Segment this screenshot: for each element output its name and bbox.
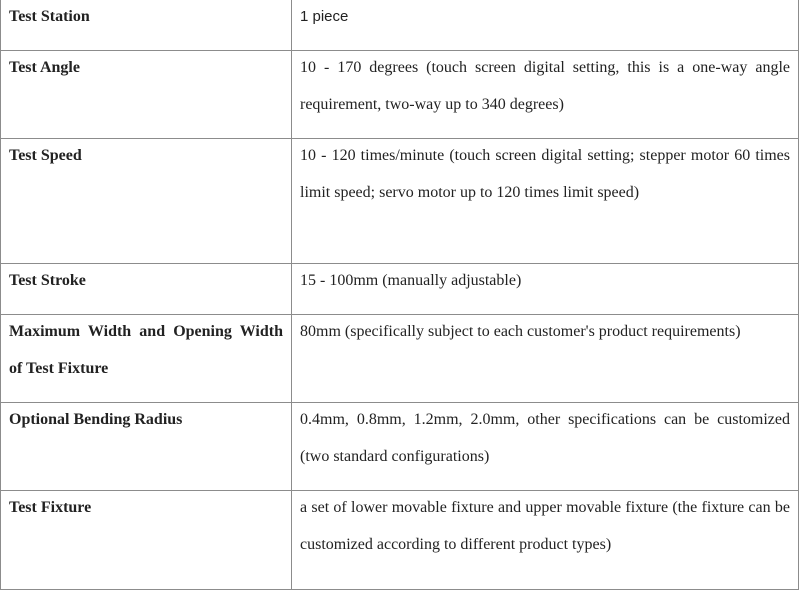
parameter-value-cell: 15 - 100mm (manually adjustable): [292, 264, 799, 315]
parameter-name-cell: Optional Bending Radius: [1, 403, 292, 491]
parameter-value-cell: 80mm (specifically subject to each customer's product requirements): [292, 315, 799, 403]
parameter-value-cell: a set of lower movable fixture and upper movable fixture (the fixture can be customized according to different product types): [292, 491, 799, 590]
table-row: [1, 0, 799, 51]
table-row: [1, 139, 799, 264]
parameter-value-cell: 1 piece: [292, 0, 799, 51]
parameter-name-cell: Maximum Width and Opening Width of Test Fixture: [1, 315, 292, 403]
parameter-name-cell: Test Fixture: [1, 491, 292, 590]
table-row: [1, 51, 799, 139]
parameter-name-cell: Test Station: [1, 0, 292, 51]
table-row: [1, 403, 799, 491]
parameter-value-cell: 0.4mm, 0.8mm, 1.2mm, 2.0mm, other specifications can be customized (two standard configurations): [292, 403, 799, 491]
parameter-name-cell: Test Stroke: [1, 264, 292, 315]
parameter-name-cell: Test Angle: [1, 51, 292, 139]
parameter-value-cell: 10 - 170 degrees (touch screen digital setting, this is a one-way angle requirement, two-way up to 340 degrees): [292, 51, 799, 139]
parameter-name-cell: Test Speed: [1, 139, 292, 264]
table-row: [1, 264, 799, 315]
table-row: [1, 315, 799, 403]
parameter-value-cell: 10 - 120 times/minute (touch screen digital setting; stepper motor 60 times limit speed; servo motor up to 120 times limit speed): [292, 139, 799, 264]
table-row: [1, 491, 799, 590]
